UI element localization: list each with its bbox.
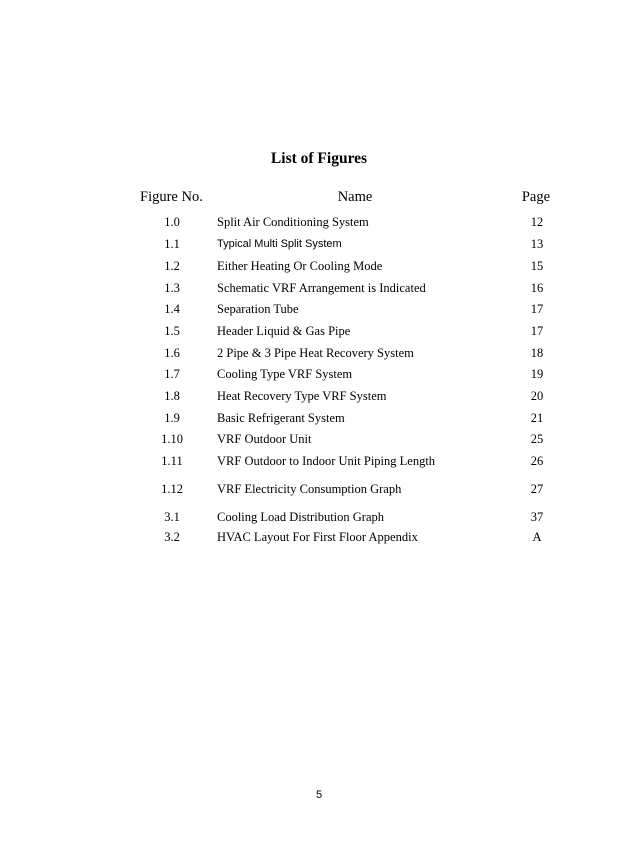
figure-page: 15 <box>530 259 544 273</box>
figure-page: 12 <box>530 215 544 229</box>
figure-name: VRF Outdoor to Indoor Unit Piping Length <box>217 454 436 468</box>
figure-name: Cooling Type VRF System <box>217 367 353 381</box>
table-row <box>0 367 638 387</box>
page-title: List of Figures <box>270 150 368 167</box>
figure-name: Cooling Load Distribution Graph <box>217 510 384 524</box>
table-row <box>0 324 638 344</box>
table-row <box>0 389 638 409</box>
figure-page: 27 <box>530 482 544 496</box>
figure-number: 1.0 <box>164 215 180 229</box>
figure-name: VRF Electricity Consumption Graph <box>217 482 402 496</box>
figure-name: VRF Outdoor Unit <box>217 432 312 446</box>
page-number: 5 <box>315 789 323 801</box>
figure-number: 1.1 <box>164 237 180 251</box>
table-row <box>0 454 638 474</box>
figure-page: 19 <box>530 367 544 381</box>
figure-name: Typical Multi Split System <box>217 238 342 250</box>
figure-number: 1.3 <box>164 281 180 295</box>
table-row <box>0 281 638 301</box>
figure-number: 1.10 <box>161 432 183 446</box>
figure-name: Split Air Conditioning System <box>217 215 369 229</box>
table-row <box>0 482 638 502</box>
table-row <box>0 346 638 366</box>
figure-page: 21 <box>530 411 544 425</box>
table-row <box>0 237 638 257</box>
table-row <box>0 411 638 431</box>
figure-name: HVAC Layout For First Floor Appendix <box>217 530 418 544</box>
table-row <box>0 530 638 550</box>
figure-page: 13 <box>530 237 544 251</box>
header-figure-no: Figure No. <box>140 189 203 205</box>
figure-page: 37 <box>530 510 544 524</box>
figure-name: Heat Recovery Type VRF System <box>217 389 387 403</box>
table-row <box>0 302 638 322</box>
figure-number: 1.9 <box>164 411 180 425</box>
figure-name: Separation Tube <box>217 302 299 316</box>
figure-number: 1.12 <box>161 482 183 496</box>
figure-page: 17 <box>530 324 544 338</box>
table-row <box>0 215 638 235</box>
figure-page: A <box>532 530 542 544</box>
figure-page: 18 <box>530 346 544 360</box>
figure-name: Header Liquid & Gas Pipe <box>217 324 351 338</box>
figure-number: 1.4 <box>164 302 180 316</box>
table-row <box>0 432 638 452</box>
table-row <box>0 259 638 279</box>
figure-page: 25 <box>530 432 544 446</box>
figure-number: 1.2 <box>164 259 180 273</box>
header-page: Page <box>521 189 550 205</box>
figure-number: 1.5 <box>164 324 180 338</box>
figure-number: 1.7 <box>164 367 180 381</box>
figure-name: Schematic VRF Arrangement is Indicated <box>217 281 426 295</box>
figure-number: 1.6 <box>164 346 180 360</box>
table-row <box>0 510 638 530</box>
figure-number: 1.11 <box>161 454 183 468</box>
figure-name: Either Heating Or Cooling Mode <box>217 259 383 273</box>
figure-number: 3.2 <box>164 530 180 544</box>
figure-page: 17 <box>530 302 544 316</box>
figure-page: 16 <box>530 281 544 295</box>
figure-name: Basic Refrigerant System <box>217 411 345 425</box>
figure-name: 2 Pipe & 3 Pipe Heat Recovery System <box>217 346 414 360</box>
figure-page: 26 <box>530 454 544 468</box>
figure-number: 3.1 <box>164 510 180 524</box>
figure-page: 20 <box>530 389 544 403</box>
header-name: Name <box>337 189 373 205</box>
figure-number: 1.8 <box>164 389 180 403</box>
